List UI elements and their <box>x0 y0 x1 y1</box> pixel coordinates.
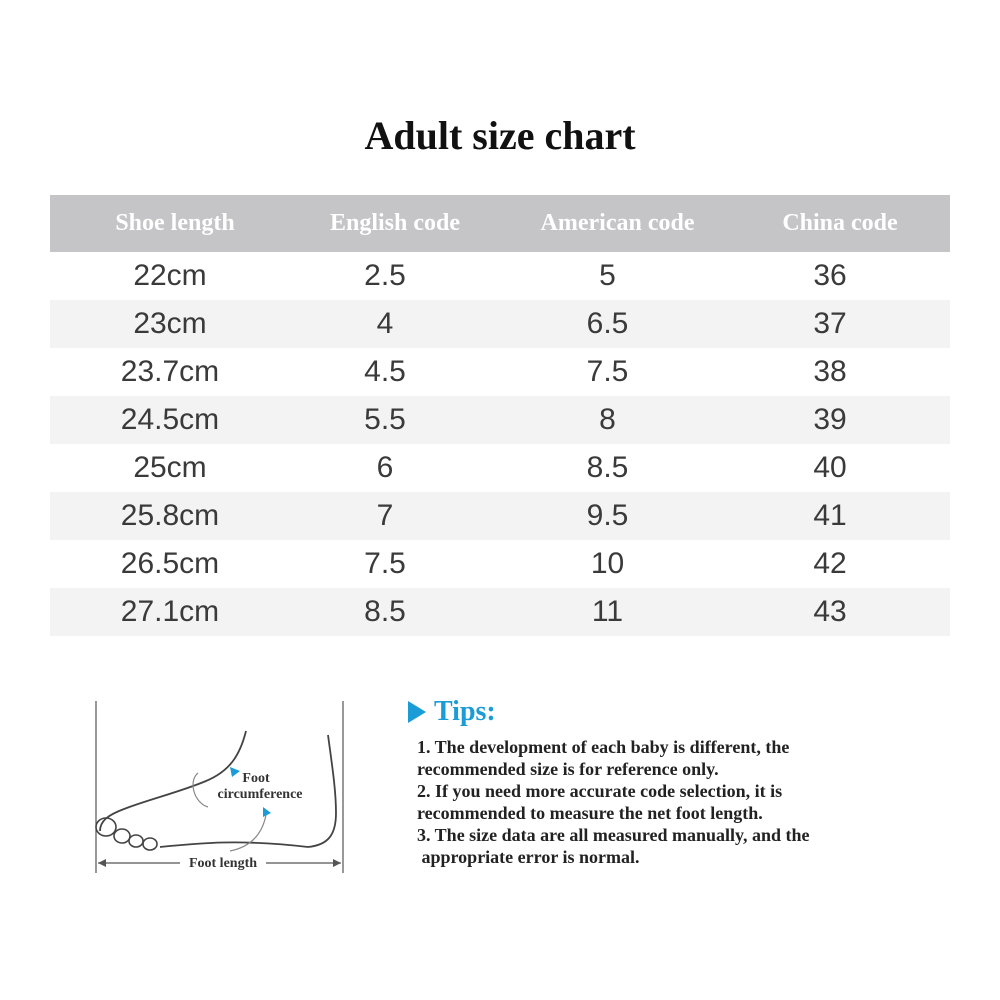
header-american-code: American code <box>540 210 695 236</box>
cell-shoe-length: 26.5cm <box>120 547 220 580</box>
tips-section <box>408 696 968 868</box>
cell-china-code: 42 <box>813 547 847 580</box>
table-header <box>50 195 950 252</box>
cell-shoe-length: 25cm <box>133 451 207 484</box>
cell-english-code: 7 <box>376 499 394 532</box>
cell-english-code: 2.5 <box>364 259 406 292</box>
table-row <box>50 300 950 348</box>
cell-shoe-length: 24.5cm <box>120 403 220 436</box>
cell-english-code: 7.5 <box>364 547 406 580</box>
cell-english-code: 4.5 <box>364 355 406 388</box>
cell-shoe-length: 23.7cm <box>120 355 220 388</box>
table-row <box>50 444 950 492</box>
tips-line: 1. The development of each baby is different, the <box>417 737 790 757</box>
cell-china-code: 37 <box>813 307 847 340</box>
cell-china-code: 36 <box>813 259 847 292</box>
table-row <box>50 588 950 636</box>
cell-american-code: 8 <box>599 403 616 436</box>
cell-english-code: 8.5 <box>364 595 406 628</box>
foot-circumference-label-2: circumference <box>217 787 303 802</box>
table-row <box>50 396 950 444</box>
table-row <box>50 348 950 396</box>
tips-line: 3. The size data are all measured manually, and the <box>417 825 810 845</box>
page-title: Adult size chart <box>364 113 636 158</box>
tips-body <box>408 736 968 868</box>
cell-american-code: 5 <box>599 259 616 292</box>
cell-china-code: 41 <box>813 499 847 532</box>
tips-line: recommended to measure the net foot length. <box>417 803 763 823</box>
cell-shoe-length: 22cm <box>133 259 207 292</box>
header-shoe-length: Shoe length <box>115 210 235 236</box>
cell-american-code: 10 <box>590 547 625 580</box>
tips-title: Tips: <box>434 696 496 727</box>
cell-shoe-length: 23cm <box>133 307 207 340</box>
cell-china-code: 38 <box>813 355 847 388</box>
cell-china-code: 40 <box>813 451 847 484</box>
cell-shoe-length: 25.8cm <box>120 499 220 532</box>
tips-line: appropriate error is normal. <box>417 847 640 867</box>
cell-english-code: 6 <box>376 451 394 484</box>
cell-shoe-length: 27.1cm <box>120 595 220 628</box>
tips-line: recommended size is for reference only. <box>417 759 719 779</box>
table-row <box>50 492 950 540</box>
header-english-code: English code <box>329 210 461 236</box>
cell-china-code: 39 <box>813 403 847 436</box>
cell-american-code: 11 <box>591 595 624 628</box>
cell-english-code: 5.5 <box>364 403 406 436</box>
table-row <box>50 540 950 588</box>
cell-american-code: 9.5 <box>586 499 629 532</box>
play-triangle-icon <box>408 701 426 723</box>
foot-measure-diagram <box>80 695 360 885</box>
size-table <box>50 195 950 636</box>
cell-china-code: 43 <box>813 595 847 628</box>
foot-length-label: Foot length <box>180 856 266 872</box>
foot-circumference-label-1: Foot <box>242 771 270 786</box>
cell-american-code: 8.5 <box>586 451 629 484</box>
cell-american-code: 7.5 <box>586 355 629 388</box>
cell-english-code: 4 <box>376 307 394 340</box>
header-china-code: China code <box>782 210 898 236</box>
table-row <box>50 252 950 300</box>
tips-header <box>408 696 968 728</box>
cell-american-code: 6.5 <box>586 307 629 340</box>
tips-line: 2. If you need more accurate code selection, it is <box>417 781 783 801</box>
